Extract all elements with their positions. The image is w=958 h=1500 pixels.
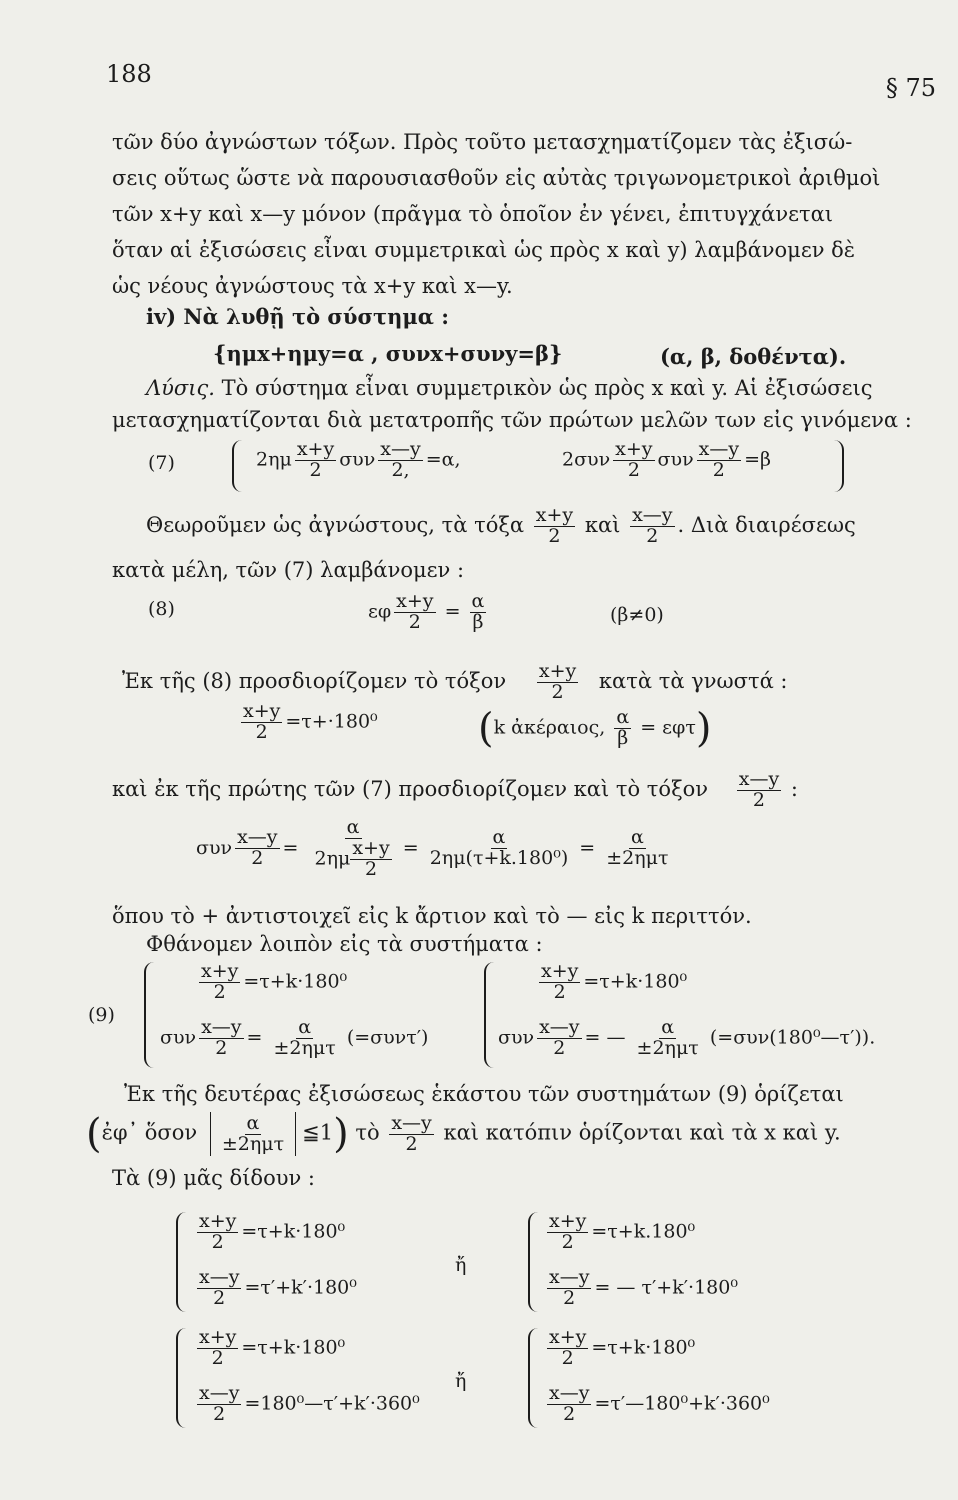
consider-frac-minus: $\frac{x—y}{2}$	[632, 504, 673, 547]
eq9-left-row1: $\frac{x+y}{2}$ =τ+k·180⁰	[201, 960, 348, 1003]
eq7-b-rhs: =β	[744, 448, 771, 471]
solution-line-2: μετασχηματίζονται διὰ μετατροπῆς τῶν πρώτων μελῶν των εἰς γινόμενα :	[112, 408, 912, 432]
eq7-a-frac1: $\frac{x+y}{2}$	[296, 438, 335, 481]
eq9-right-brace	[484, 962, 496, 1068]
solution-label: Λύσις.	[146, 376, 215, 400]
eq9-left-note: (=συντ′)	[346, 1026, 429, 1049]
cos-func: συν	[196, 836, 233, 859]
section-number: § 75	[885, 74, 936, 102]
final-s2-brace	[528, 1212, 540, 1312]
eq9-left-r1: =τ+k·180⁰	[243, 970, 348, 993]
sol-sum-rhs: =τ+·180⁰	[285, 710, 378, 733]
cond-open-paren: (	[478, 705, 494, 752]
from7-text: καὶ ἐκ τῆς πρώτης τῶν (7) προσδιορίζομεν καὶ τὸ τόξον	[112, 776, 709, 801]
cos-frac-2: α 2ημ $\frac{x+y}{2}$	[314, 816, 390, 880]
consider-line	[146, 506, 856, 547]
final-s1-row2: $\frac{x—y}{2}$ =τ′+k′·180⁰	[199, 1266, 357, 1309]
solution-line-1: Τὸ σύστημα εἶναι συμμετρικὸν ὡς πρὸς x καὶ y. Αἱ ἐξισώσεις	[221, 376, 873, 400]
from9-le: ≦1	[302, 1120, 334, 1145]
eq8-condition: (β≠0)	[610, 604, 664, 626]
where-line: ὅπου τὸ + ἀντιστοιχεῖ εἰς k ἄρτιον καὶ τὸ — εἰς k περιττόν.	[112, 904, 752, 928]
from8-tail: κατὰ τὰ γνωστά :	[598, 668, 788, 693]
cos-eq1: =	[282, 836, 299, 859]
eq8-frac-left: $\frac{x+y}{2}$	[396, 590, 434, 633]
final-s4-row2: $\frac{x—y}{2}$ =τ′—180⁰+k′·360⁰	[549, 1382, 770, 1425]
cos-eq3: =	[579, 836, 596, 859]
final-s1-row1: $\frac{x+y}{2}$ =τ+k·180⁰	[199, 1210, 346, 1253]
eq8-equation	[368, 592, 489, 633]
eq8-eq: =	[444, 600, 461, 623]
intro-line-4: ὅταν αἱ ἐξισώσεις εἶναι συμμετρικαὶ ὡς πρὸς x καὶ y) λαμβάνομεν δὲ	[112, 238, 856, 262]
problem-system: {ημx+ημy=α , συνx+συνy=β}	[213, 341, 563, 366]
final-s2-row2: $\frac{x—y}{2}$ = — τ′+k′·180⁰	[549, 1266, 738, 1309]
from9-mid: τὸ	[355, 1120, 380, 1145]
cos-frac-4: $\frac{\alpha}{\text{±2ημτ}}$	[606, 826, 669, 870]
final-s2-row1: $\frac{x+y}{2}$ =τ+k.180⁰	[549, 1210, 696, 1253]
eq7-b-mid: συν	[657, 448, 694, 471]
eq7-right-brace	[832, 440, 844, 492]
eq7-equation-a	[256, 440, 461, 481]
consider-frac-plus: $\frac{x+y}{2}$	[535, 504, 574, 547]
cos-frac-lhs: $\frac{x—y}{2}$	[237, 826, 278, 870]
eq7-b-frac1: $\frac{x+y}{2}$	[615, 438, 653, 481]
from8-frac: $\frac{x+y}{2}$	[538, 660, 577, 703]
final-s3-row2: $\frac{x—y}{2}$ =180⁰—τ′+k′·360⁰	[199, 1382, 420, 1425]
consider-line-2: κατὰ μέλη, τῶν (7) λαμβάνομεν :	[112, 558, 465, 582]
final-s3-row1: $\frac{x+y}{2}$ =τ+k·180⁰	[199, 1326, 346, 1369]
cond-frac: $\frac{\alpha}{\beta}$	[616, 706, 630, 749]
sol-sum-condition	[478, 705, 712, 752]
from9-pre: ἐφ᾽ ὅσον	[101, 1120, 198, 1145]
page-number: 188	[106, 60, 152, 88]
eq9-label: (9)	[88, 1004, 115, 1026]
where-line-2: Φθάνομεν λοιπὸν εἰς τὰ συστήματα :	[146, 932, 543, 956]
cond-post: = εφτ	[640, 716, 696, 739]
eq7-b-prefix: 2συν	[562, 448, 611, 471]
eq7-a-frac2: $\frac{x—y}{2,}$	[380, 438, 421, 481]
sol-sum-equation	[238, 702, 378, 743]
from7-frac: $\frac{x—y}{2}$	[738, 768, 780, 811]
eq7-a-prefix: 2ημ	[256, 448, 292, 471]
problem-title: iv) Νὰ λυθῇ τὸ σύστημα :	[146, 304, 449, 329]
from9-line-1: Ἐκ τῆς δευτέρας ἐξισώσεως ἑκάστου τῶν συστημάτων (9) ὁρίζεται	[124, 1082, 844, 1106]
eq9-right-func: συν	[498, 1026, 535, 1049]
eq8-func: εφ	[368, 600, 392, 623]
eq9-left-brace	[144, 962, 156, 1068]
eq7-a-rhs: =α,	[425, 448, 461, 471]
eq9-right-note: (=συν(180⁰—τ′)).	[709, 1026, 876, 1049]
final-s1-brace	[176, 1212, 188, 1312]
eq9-right-row1: $\frac{x+y}{2}$ =τ+k·180⁰	[541, 960, 688, 1003]
from7-colon: :	[790, 776, 798, 801]
sol-sum-frac: $\frac{x+y}{2}$	[243, 700, 281, 743]
cond-pre: k ἀκέραιος,	[493, 716, 606, 739]
intro-line-1: τῶν δύο ἀγνώστων τόξων. Πρὸς τοῦτο μετασχηματίζομεν τὰς ἐξισώ-	[112, 130, 853, 154]
intro-line-2: σεις οὕτως ὥστε νὰ παρουσιασθοῦν εἰς αὐτὰς τριγωνομετρικοὶ ἀριθμοὶ	[112, 166, 881, 190]
from8-line	[122, 662, 788, 703]
final-s4-row1: $\frac{x+y}{2}$ =τ+k·180⁰	[549, 1326, 696, 1369]
final-or-1: ἤ	[455, 1254, 467, 1276]
eq7-a-mid: συν	[339, 448, 376, 471]
cond-close-paren: )	[695, 705, 712, 752]
eq8-frac-right: $\frac{\alpha}{\beta}$	[471, 590, 485, 633]
intro-line-3: τῶν x+y καὶ x—y μόνον (πρᾶγμα τὸ ὁποῖον ἐν γένει, ἐπιτυγχάνεται	[112, 202, 834, 226]
eq7-b-frac2: $\frac{x—y}{2}$	[698, 438, 740, 481]
cos-frac-3: $\frac{\alpha}{\text{2ημ(τ+k.180⁰)}}$	[429, 826, 569, 870]
eq7-label: (7)	[148, 452, 175, 474]
eq9-left-row2: συν $\frac{x—y}{2}$ = $\frac{\alpha}{\text{±2ημτ}}$ (=συντ′)	[160, 1016, 429, 1059]
consider-text: Θεωροῦμεν ὡς ἀγνώστους, τὰ τόξα	[146, 512, 525, 537]
eq8-label: (8)	[148, 598, 175, 620]
from9-line-3: Τὰ (9) μᾶς δίδουν :	[112, 1166, 315, 1190]
from9-line-2: (ἐφ᾽ ὅσον $\frac{\alpha}{\text{±2ημτ}}$ ≦1) τὸ $\frac{x—y}{2}$ καὶ κατόπιν ὁρίζονται καὶ τὰ x καὶ y.	[86, 1111, 841, 1157]
problem-params: (α, β, δοθέντα).	[660, 344, 847, 369]
consider-tail: . Διὰ διαιρέσεως	[677, 512, 856, 537]
final-s3-brace	[176, 1328, 188, 1428]
from8-text: Ἐκ τῆς (8) προσδιορίζομεν τὸ τόξον	[122, 668, 507, 693]
consider-and: καὶ	[584, 512, 621, 537]
eq9-right-r1: =τ+k·180⁰	[583, 970, 688, 993]
eq9-left-func: συν	[160, 1026, 197, 1049]
from9-tail: καὶ κατόπιν ὁρίζονται καὶ τὰ x καὶ y.	[443, 1120, 841, 1145]
eq9-right-row2: συν $\frac{x—y}{2}$ = — $\frac{\alpha}{\text{±2ημτ}}$ (=συν(180⁰—τ′)).	[498, 1016, 876, 1059]
intro-line-5: ὡς νέους ἀγνώστους τὰ x+y καὶ x—y.	[112, 274, 513, 298]
eq7-equation-b	[562, 440, 771, 481]
cos-eq2: =	[402, 836, 419, 859]
eq7-left-brace	[232, 440, 244, 492]
final-or-2: ἤ	[455, 1370, 467, 1392]
cos-equation	[196, 818, 674, 880]
final-s4-brace	[528, 1328, 540, 1428]
from7-line	[112, 770, 798, 811]
